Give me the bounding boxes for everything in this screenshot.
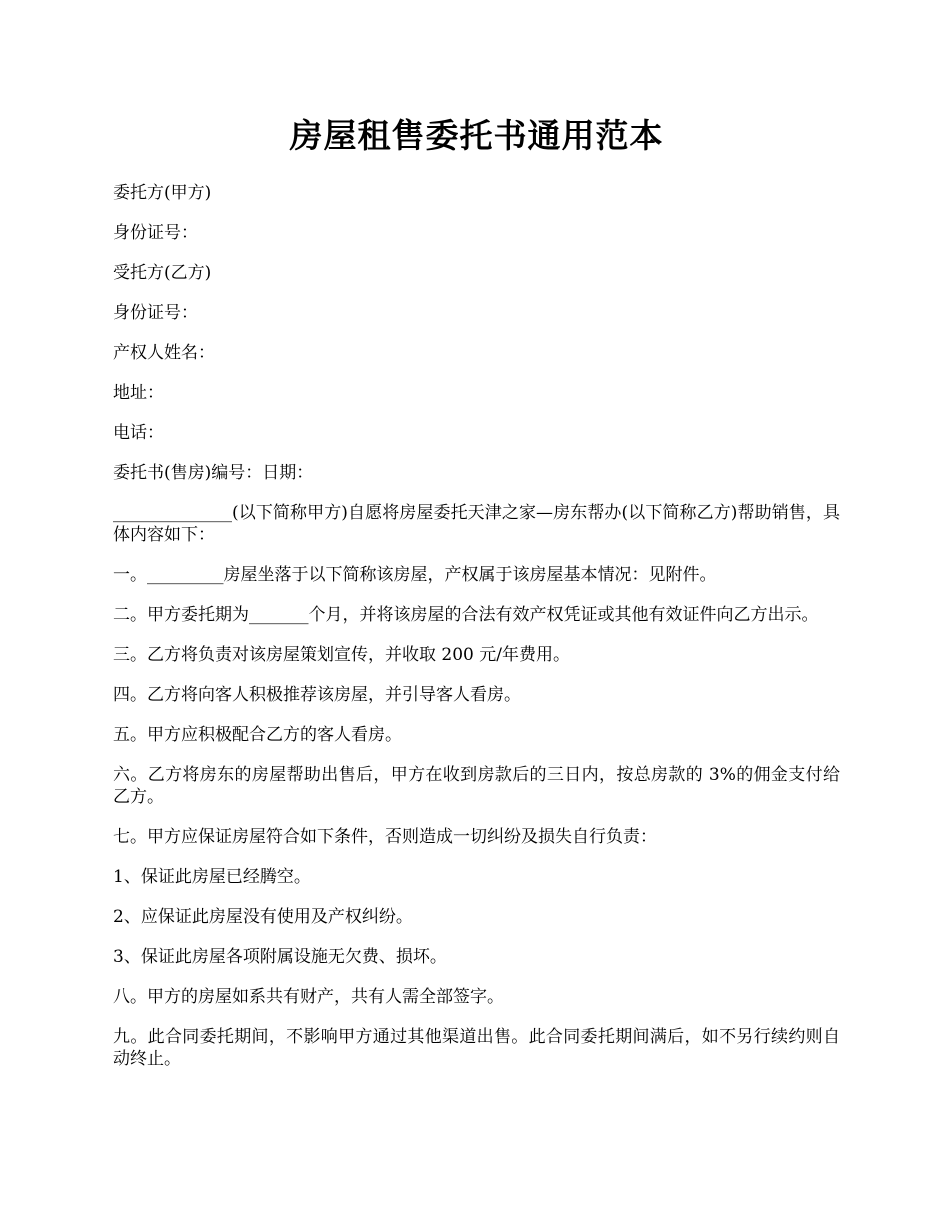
clause-2: 二。甲方委托期为_______个月，并将该房屋的合法有效产权凭证或其他有效证件向乙方出示。 bbox=[113, 605, 819, 625]
clause-3: 三。乙方将负责对该房屋策划宣传，并收取 200 元/年费用。 bbox=[113, 645, 570, 665]
clause-7-item-3: 3、保证此房屋各项附属设施无欠费、损坏。 bbox=[113, 947, 447, 967]
clause-7: 七。甲方应保证房屋符合如下条件，否则造成一切纠纷及损失自行负责： bbox=[113, 827, 657, 847]
paragraph-agent-id: 身份证号： bbox=[113, 303, 198, 323]
document-title: 房屋租售委托书通用范本 bbox=[289, 116, 664, 155]
clause-1: 一。_________房屋坐落于以下简称该房屋，产权属于该房屋基本情况：见附件。 bbox=[113, 565, 717, 585]
clause-9: 九。此合同委托期间，不影响甲方通过其他渠道出售。此合同委托期间满后，如不另行续约则自动终止。 bbox=[113, 1027, 840, 1069]
clause-4: 四。乙方将向客人积极推荐该房屋，并引导客人看房。 bbox=[113, 685, 521, 705]
paragraph-intro: ______________(以下简称甲方)自愿将房屋委托天津之家—房东帮办(以下简称乙方)帮助销售，具体内容如下： bbox=[113, 503, 840, 545]
paragraph-contract-number-date: 委托书(售房)编号：日期： bbox=[113, 463, 314, 483]
clause-8: 八。甲方的房屋如系共有财产，共有人需全部签字。 bbox=[113, 987, 504, 1007]
paragraph-owner-name: 产权人姓名： bbox=[113, 343, 215, 363]
clause-5: 五。甲方应积极配合乙方的客人看房。 bbox=[113, 725, 402, 745]
paragraph-client-id: 身份证号： bbox=[113, 223, 198, 243]
clause-7-item-2: 2、应保证此房屋没有使用及产权纠纷。 bbox=[113, 907, 413, 927]
paragraph-address: 地址： bbox=[113, 383, 164, 403]
paragraph-agent-party: 受托方(乙方) bbox=[113, 263, 212, 283]
clause-7-item-1: 1、保证此房屋已经腾空。 bbox=[113, 867, 311, 887]
document-page bbox=[113, 112, 840, 1088]
clause-6: 六。乙方将房东的房屋帮助出售后，甲方在收到房款后的三日内，按总房款的 3%的佣金支付给乙方。 bbox=[113, 765, 840, 807]
paragraph-phone: 电话： bbox=[113, 423, 164, 443]
paragraph-client-party: 委托方(甲方) bbox=[113, 183, 212, 203]
